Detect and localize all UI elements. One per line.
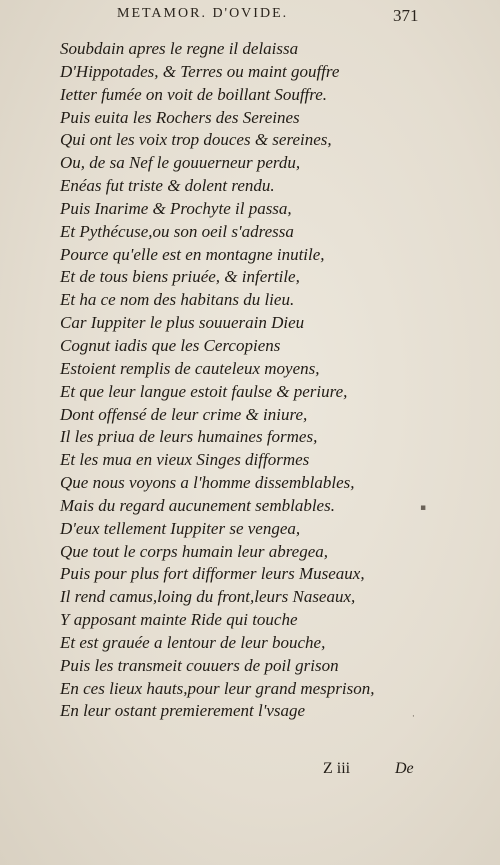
page-footer: [0, 760, 500, 784]
verse-line: Que tout le corps humain leur abregea,: [60, 541, 329, 561]
signature-mark: Z iii: [323, 760, 351, 777]
verse-line: En ces lieux hauts,pour leur grand mesprison,: [60, 678, 375, 698]
verse-line: Y apposant mainte Ride qui touche: [60, 610, 298, 630]
verse-line: Puis Inarime & Prochyte il passa,: [60, 198, 292, 218]
verse-line: Qui ont les voix trop douces & sereines,: [60, 130, 332, 150]
verse-block: [60, 38, 440, 723]
verse-line: Ietter fumée on voit de boillant Souffre.: [60, 84, 328, 104]
verse-line: D'Hippotades, & Terres ou maint gouffre: [60, 61, 340, 81]
running-title: METAMOR. D'OVIDE.: [117, 6, 289, 21]
verse-line: Ou, de sa Nef le gouuerneur perdu,: [60, 153, 301, 173]
verse-line: Dont offensé de leur crime & iniure,: [60, 404, 308, 424]
margin-speck: ·: [412, 712, 415, 722]
verse-line: En leur ostant premierement l'vsage: [60, 701, 306, 721]
verse-line: Soubdain apres le regne il delaissa: [60, 39, 299, 58]
verse-line: Et que leur langue estoit faulse & periure,: [60, 381, 348, 401]
verse-line: Cognut iadis que les Cercopiens: [60, 335, 281, 355]
verse-line: Car Iuppiter le plus souuerain Dieu: [60, 313, 305, 333]
catchword: De: [395, 760, 414, 777]
verse-line: Puis euita les Rochers des Sereines: [60, 107, 300, 127]
page-number: 371: [393, 6, 419, 25]
verse-line: Enéas fut triste & dolent rendu.: [60, 176, 275, 196]
verse-line: Estoient remplis de cauteleux moyens,: [60, 358, 320, 378]
verse-line: Et ha ce nom des habitans du lieu.: [60, 290, 295, 310]
verse-line: Puis les transmeit couuers de poil grison: [60, 655, 339, 675]
verse-line: Et les mua en vieux Singes difformes: [60, 450, 310, 470]
verse-line: Il les priua de leurs humaines formes,: [60, 427, 318, 447]
verse-line: Et est grauée a lentour de leur bouche,: [60, 632, 326, 652]
verse-line: Mais du regard aucunement semblables.: [60, 495, 335, 515]
verse-line: Puis pour plus fort difformer leurs Museaux,: [60, 564, 365, 584]
verse-line: Que nous voyons a l'homme dissemblables,: [60, 473, 355, 493]
verse-line: Et Pythécuse,ou son oeil s'adressa: [60, 221, 294, 241]
margin-speck: ▪: [420, 503, 427, 513]
verse-line: Pource qu'elle est en montagne inutile,: [60, 244, 325, 264]
verse-line: D'eux tellement Iuppiter se vengea,: [60, 518, 301, 538]
verse-line: Il rend camus,loing du front,leurs Naseaux,: [60, 587, 356, 607]
verse-line: Et de tous biens priuée, & infertile,: [60, 267, 300, 287]
